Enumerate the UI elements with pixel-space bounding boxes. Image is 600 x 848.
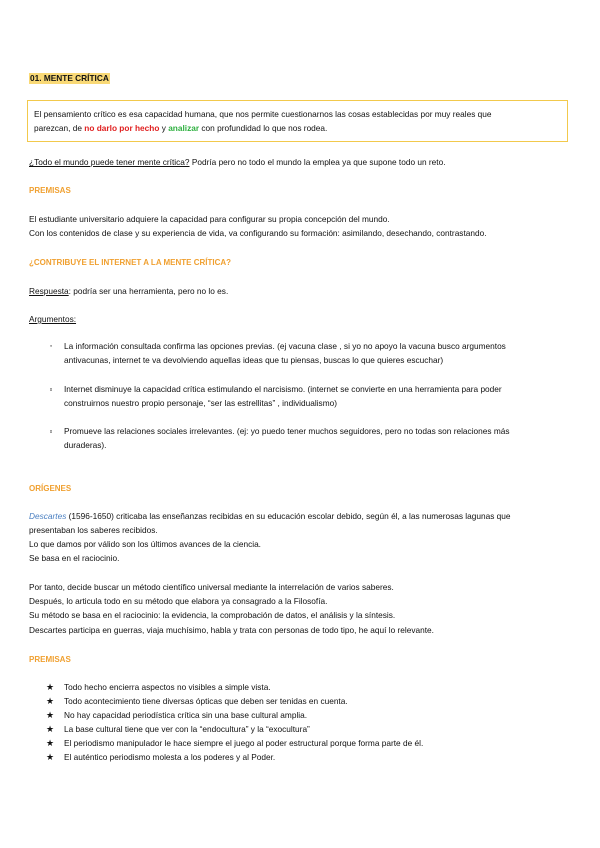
premisa-item: La base cultural tiene que ver con la “endocultura” y la “exocultura” (64, 724, 310, 734)
internet-heading: ¿CONTRIBUYE EL INTERNET A LA MENTE CRÍTICA? (29, 258, 232, 267)
argument-1-line-1: La información consultada confirma las opciones previas. (ej vacuna clase , si yo no apoyo la vacuna busco argumentos (64, 341, 506, 351)
definition-red-text: no darlo por hecho (84, 123, 160, 133)
premisa-item: No hay capacidad periodística crítica sin una base cultural amplia. (64, 710, 308, 720)
star-icon: ★ (45, 724, 55, 734)
star-icon: ★ (45, 696, 55, 706)
premisa-item: El periodismo manipulador le hace siempre el juego al poder estructural porque forma parte de él. (64, 738, 424, 748)
star-icon: ★ (45, 682, 55, 692)
question-underlined: ¿Todo el mundo puede tener mente crítica? (29, 157, 190, 167)
definition-line-2 (34, 123, 327, 134)
premisas1-line-1: El estudiante universitario adquiere la capacidad para configurar su propia concepción del mundo. (29, 214, 390, 224)
origenes-p2-line-2: Después, lo articula todo en su método que elabora ya consagrado a la Filosofía. (29, 596, 328, 606)
argument-3-line-1: Promueve las relaciones sociales irrelevantes. (ej: yo puedo tener muchos seguidores, pero no todas son relaciones más (64, 426, 510, 436)
origenes-p1-line-4: Se basa en el raciocinio. (29, 553, 120, 563)
origenes-p1-line-1 (29, 511, 511, 522)
premisas-heading-1: PREMISAS (29, 186, 71, 195)
origenes-p1-line-3: Lo que damos por válido son los últimos avances de la ciencia. (29, 539, 261, 549)
section-title: 01. MENTE CRÍTICA (30, 73, 109, 83)
star-icon: ★ (45, 710, 55, 720)
argument-3-line-2: duraderas). (64, 440, 107, 450)
definition-prefix: parezcan, de (34, 123, 85, 133)
premisas1-line-2: Con los contenidos de clase y su experiencia de vida, va configurando su formación: asimilando, desechando, contrastando. (29, 228, 487, 238)
origenes-p1-line-2: presentaban los saberes recibidos. (29, 525, 158, 535)
origenes-p1-line-1-rest: (1596-1650) criticaba las enseñanzas recibidas en su educación escolar debido, según él, a las numerosas lagunas que (66, 511, 511, 521)
argument-2-line-2: construirnos nuestro propio personaje, “ser las estrellitas” , individualismo) (64, 398, 337, 408)
bullet-square-icon: ▫ (49, 426, 53, 436)
definition-green-text: analizar (168, 123, 200, 133)
origenes-p2-line-4: Descartes participa en guerras, viaja muchísimo, habla y trata con personas de todo tipo, he aquí lo relevante. (29, 625, 434, 635)
premisa-item: Todo hecho encierra aspectos no visibles a simple vista. (64, 682, 271, 692)
star-icon: ★ (45, 752, 55, 762)
question-rest: Podría pero no todo el mundo la emplea ya que supone todo un reto. (189, 157, 446, 167)
premisa-item: Todo acontecimiento tiene diversas ópticas que deben ser tenidas en cuenta. (64, 696, 348, 706)
premisas-heading-2: PREMISAS (29, 655, 71, 664)
question-line (29, 157, 446, 168)
definition-mid: y (159, 123, 169, 133)
definition-line-1: El pensamiento crítico es esa capacidad humana, que nos permite cuestionarnos las cosas establecidas por muy reales que (34, 109, 492, 119)
argument-2-line-1: Internet disminuye la capacidad crítica estimulando el narcisismo. (internet se convierte en una herramienta para poder (64, 384, 502, 394)
respuesta-line (29, 286, 228, 297)
bullet-square-icon: ▫ (49, 384, 53, 394)
origenes-p2-line-1: Por tanto, decide buscar un método científico universal mediante la interrelación de varios saberes. (29, 582, 394, 592)
origenes-p2-line-3: Su método se basa en el raciocinio: la evidencia, la comprobación de datos, el análisis y la síntesis. (29, 610, 396, 620)
origenes-heading: ORÍGENES (29, 484, 72, 493)
definition-box (27, 100, 568, 142)
respuesta-label: Respuesta (29, 286, 69, 296)
star-icon: ★ (45, 738, 55, 748)
argumentos-label: Argumentos: (29, 314, 77, 324)
premisa-item: El auténtico periodismo molesta a los poderes y al Poder. (64, 752, 276, 762)
descartes-name: Descartes (29, 511, 67, 521)
bullet-circle-icon: ◦ (49, 343, 53, 350)
respuesta-text: : podría ser una herramienta, pero no lo es. (68, 286, 229, 296)
argument-1-line-2: antivacunas, internet te va devolviendo aquellas ideas que tu piensas, buscas lo que quieres escuchar) (64, 355, 444, 365)
definition-suffix: con profundidad lo que nos rodea. (199, 123, 328, 133)
